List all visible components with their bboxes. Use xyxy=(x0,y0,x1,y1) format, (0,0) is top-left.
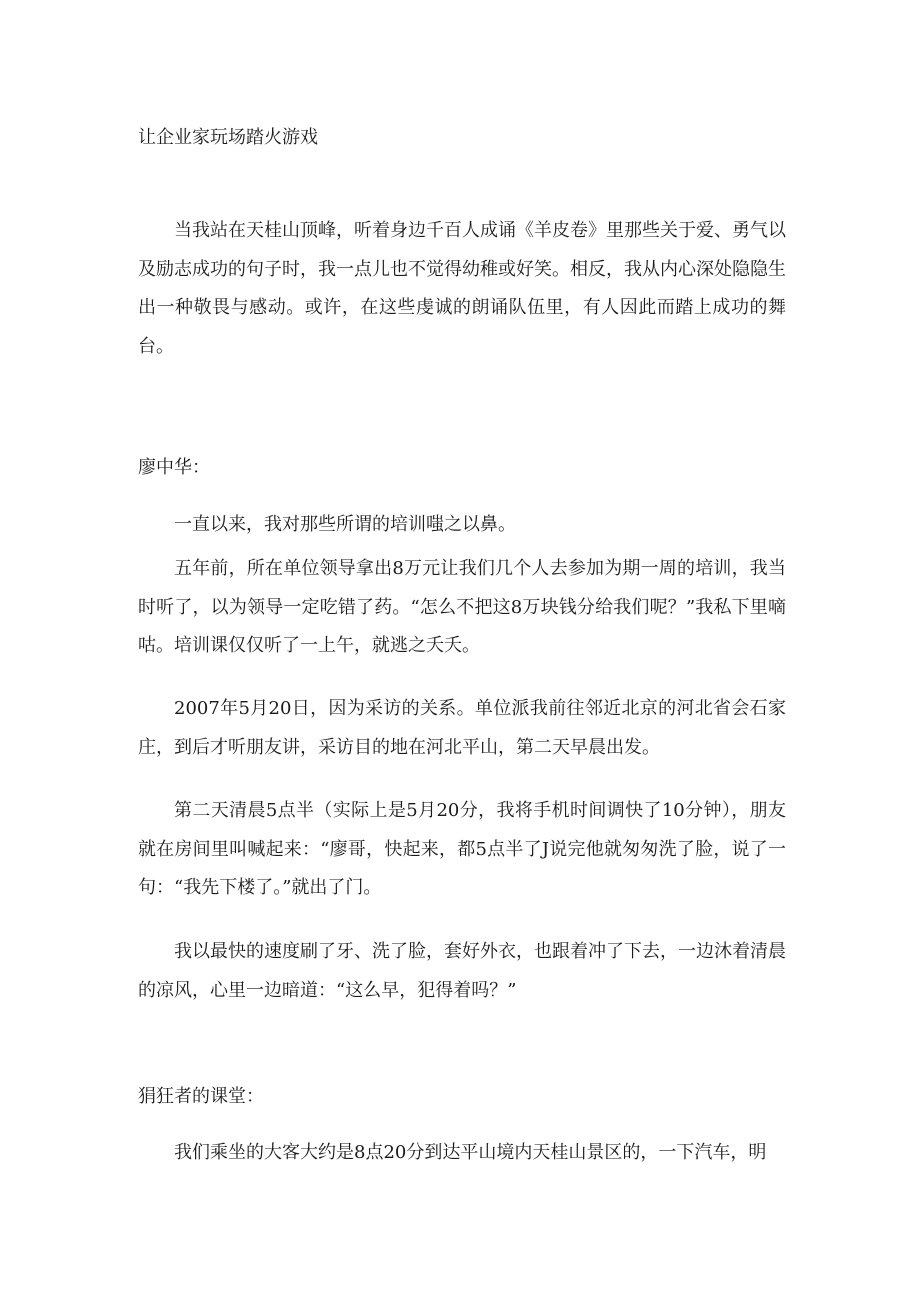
document-title: 让企业家玩场踏火游戏 xyxy=(138,127,318,148)
paragraph-2: 五年前，所在单位领导拿出8万元让我们几个人去参加为期一周的培训，我当时听了，以为领导一定吃错了药。“怎么不把这8万块钱分给我们呢？”我私下里嘀咕。培训课仅仅听了一上午，就逃之夭夭。 xyxy=(138,558,786,656)
intro-paragraph: 当我站在天桂山顶峰，听着身边千百人成诵《羊皮卷》里那些关于爱、勇气以及励志成功的句子时，我一点儿也不觉得幼稚或好笑。相反，我从内心深处隐隐生出一种敬畏与感动。或许，在这些虔诚的朗诵队伍里，有人因此而踏上成功的舞台。 xyxy=(138,220,786,357)
paragraph-1: 一直以来，我对那些所谓的培训嗤之以鼻。 xyxy=(174,514,516,535)
paragraph-5: 我以最快的速度刷了牙、洗了脸，套好外衣，也跟着冲了下去，一边沐着清晨的凉风，心里一边暗道：“这么早，犯得着吗？” xyxy=(138,941,786,1001)
paragraph-3: 2007年5月20日，因为采访的关系。单位派我前往邻近北京的河北省会石家庄，到后才听朋友讲，采访目的地在河北平山，第二天早晨出发。 xyxy=(138,698,786,758)
paragraph-6: 我们乘坐的大客大约是8点20分到达平山境内天桂山景区的，一下汽车，明 xyxy=(174,1142,767,1163)
section-heading: 狷狂者的课堂： xyxy=(138,1086,264,1107)
paragraph-4: 第二天清晨5点半（实际上是5月20分，我将手机时间调快了10分钟），朋友就在房间里叫喊起来：“廖哥，快起来，都5点半了J说完他就匆匆洗了脸，说了一句：“我先下楼了。”就出了门。 xyxy=(138,800,786,898)
speaker-heading: 廖中华： xyxy=(138,457,210,478)
